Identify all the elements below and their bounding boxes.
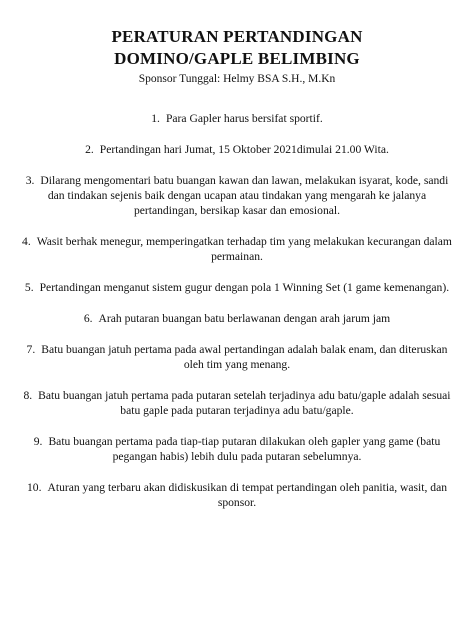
rule-text: Aturan yang terbaru akan didiskusikan di tempat pertandingan oleh panitia, wasit, dan sponsor. [47, 481, 448, 509]
rules-list [22, 111, 452, 510]
rule-number: 9. [33, 435, 43, 448]
rule-number: 10. [26, 481, 42, 494]
sponsor-line: Sponsor Tunggal: Helmy BSA S.H., M.Kn [138, 73, 336, 85]
rule-item [22, 434, 452, 464]
rule-item [22, 480, 452, 510]
document-title [22, 26, 452, 70]
rule-text: Wasit berhak menegur, memperingatkan terhadap tim yang melakukan kecurangan dalam permainan. [36, 235, 452, 263]
rule-item [22, 234, 452, 264]
rule-number: 6. [83, 312, 93, 325]
title-line-2: DOMINO/GAPLE BELIMBING [114, 49, 360, 68]
rule-text: Pertandingan hari Jumat, 15 Oktober 2021dimulai 21.00 Wita. [99, 143, 389, 156]
rule-number: 5. [24, 281, 34, 294]
rule-number: 7. [26, 343, 36, 356]
rule-text: Batu buangan jatuh pertama pada awal pertandingan adalah balak enam, dan diteruskan oleh tim yang menang. [41, 343, 448, 371]
title-line-1: PERATURAN PERTANDINGAN [111, 27, 363, 46]
rule-item [22, 111, 452, 126]
rule-item [22, 173, 452, 218]
rule-number: 8. [23, 389, 33, 402]
rule-number: 3. [25, 174, 35, 187]
rule-text: Dilarang mengomentari batu buangan kawan dan lawan, melakukan isyarat, kode, sandi dan tindakan sejenis baik dengan ucapan atau tindakan yang mengarah ke jalanya pertandingan, bersikap kasar dan emosional. [40, 174, 449, 217]
rule-number: 1. [151, 112, 160, 125]
rule-text: Para Gapler harus bersifat sportif. [165, 112, 323, 125]
rule-item [22, 342, 452, 372]
rule-number: 2. [85, 143, 94, 156]
rule-item [22, 311, 452, 326]
rule-text: Batu buangan jatuh pertama pada putaran setelah terjadinya adu batu/gaple adalah sesuai batu gaple pada putaran terjadinya adu batu/gaple. [38, 389, 451, 417]
rule-text: Pertandingan menganut sistem gugur dengan pola 1 Winning Set (1 game kemenangan). [39, 281, 450, 294]
rule-item [22, 388, 452, 418]
rule-text: Arah putaran buangan batu berlawanan dengan arah jarum jam [98, 312, 391, 325]
rule-number: 4. [22, 235, 31, 248]
rule-item [22, 280, 452, 295]
rule-item [22, 142, 452, 157]
rule-text: Batu buangan pertama pada tiap-tiap putaran dilakukan oleh gapler yang game (batu pegangan habis) lebih dulu pada putaran sebelumnya. [48, 435, 441, 463]
